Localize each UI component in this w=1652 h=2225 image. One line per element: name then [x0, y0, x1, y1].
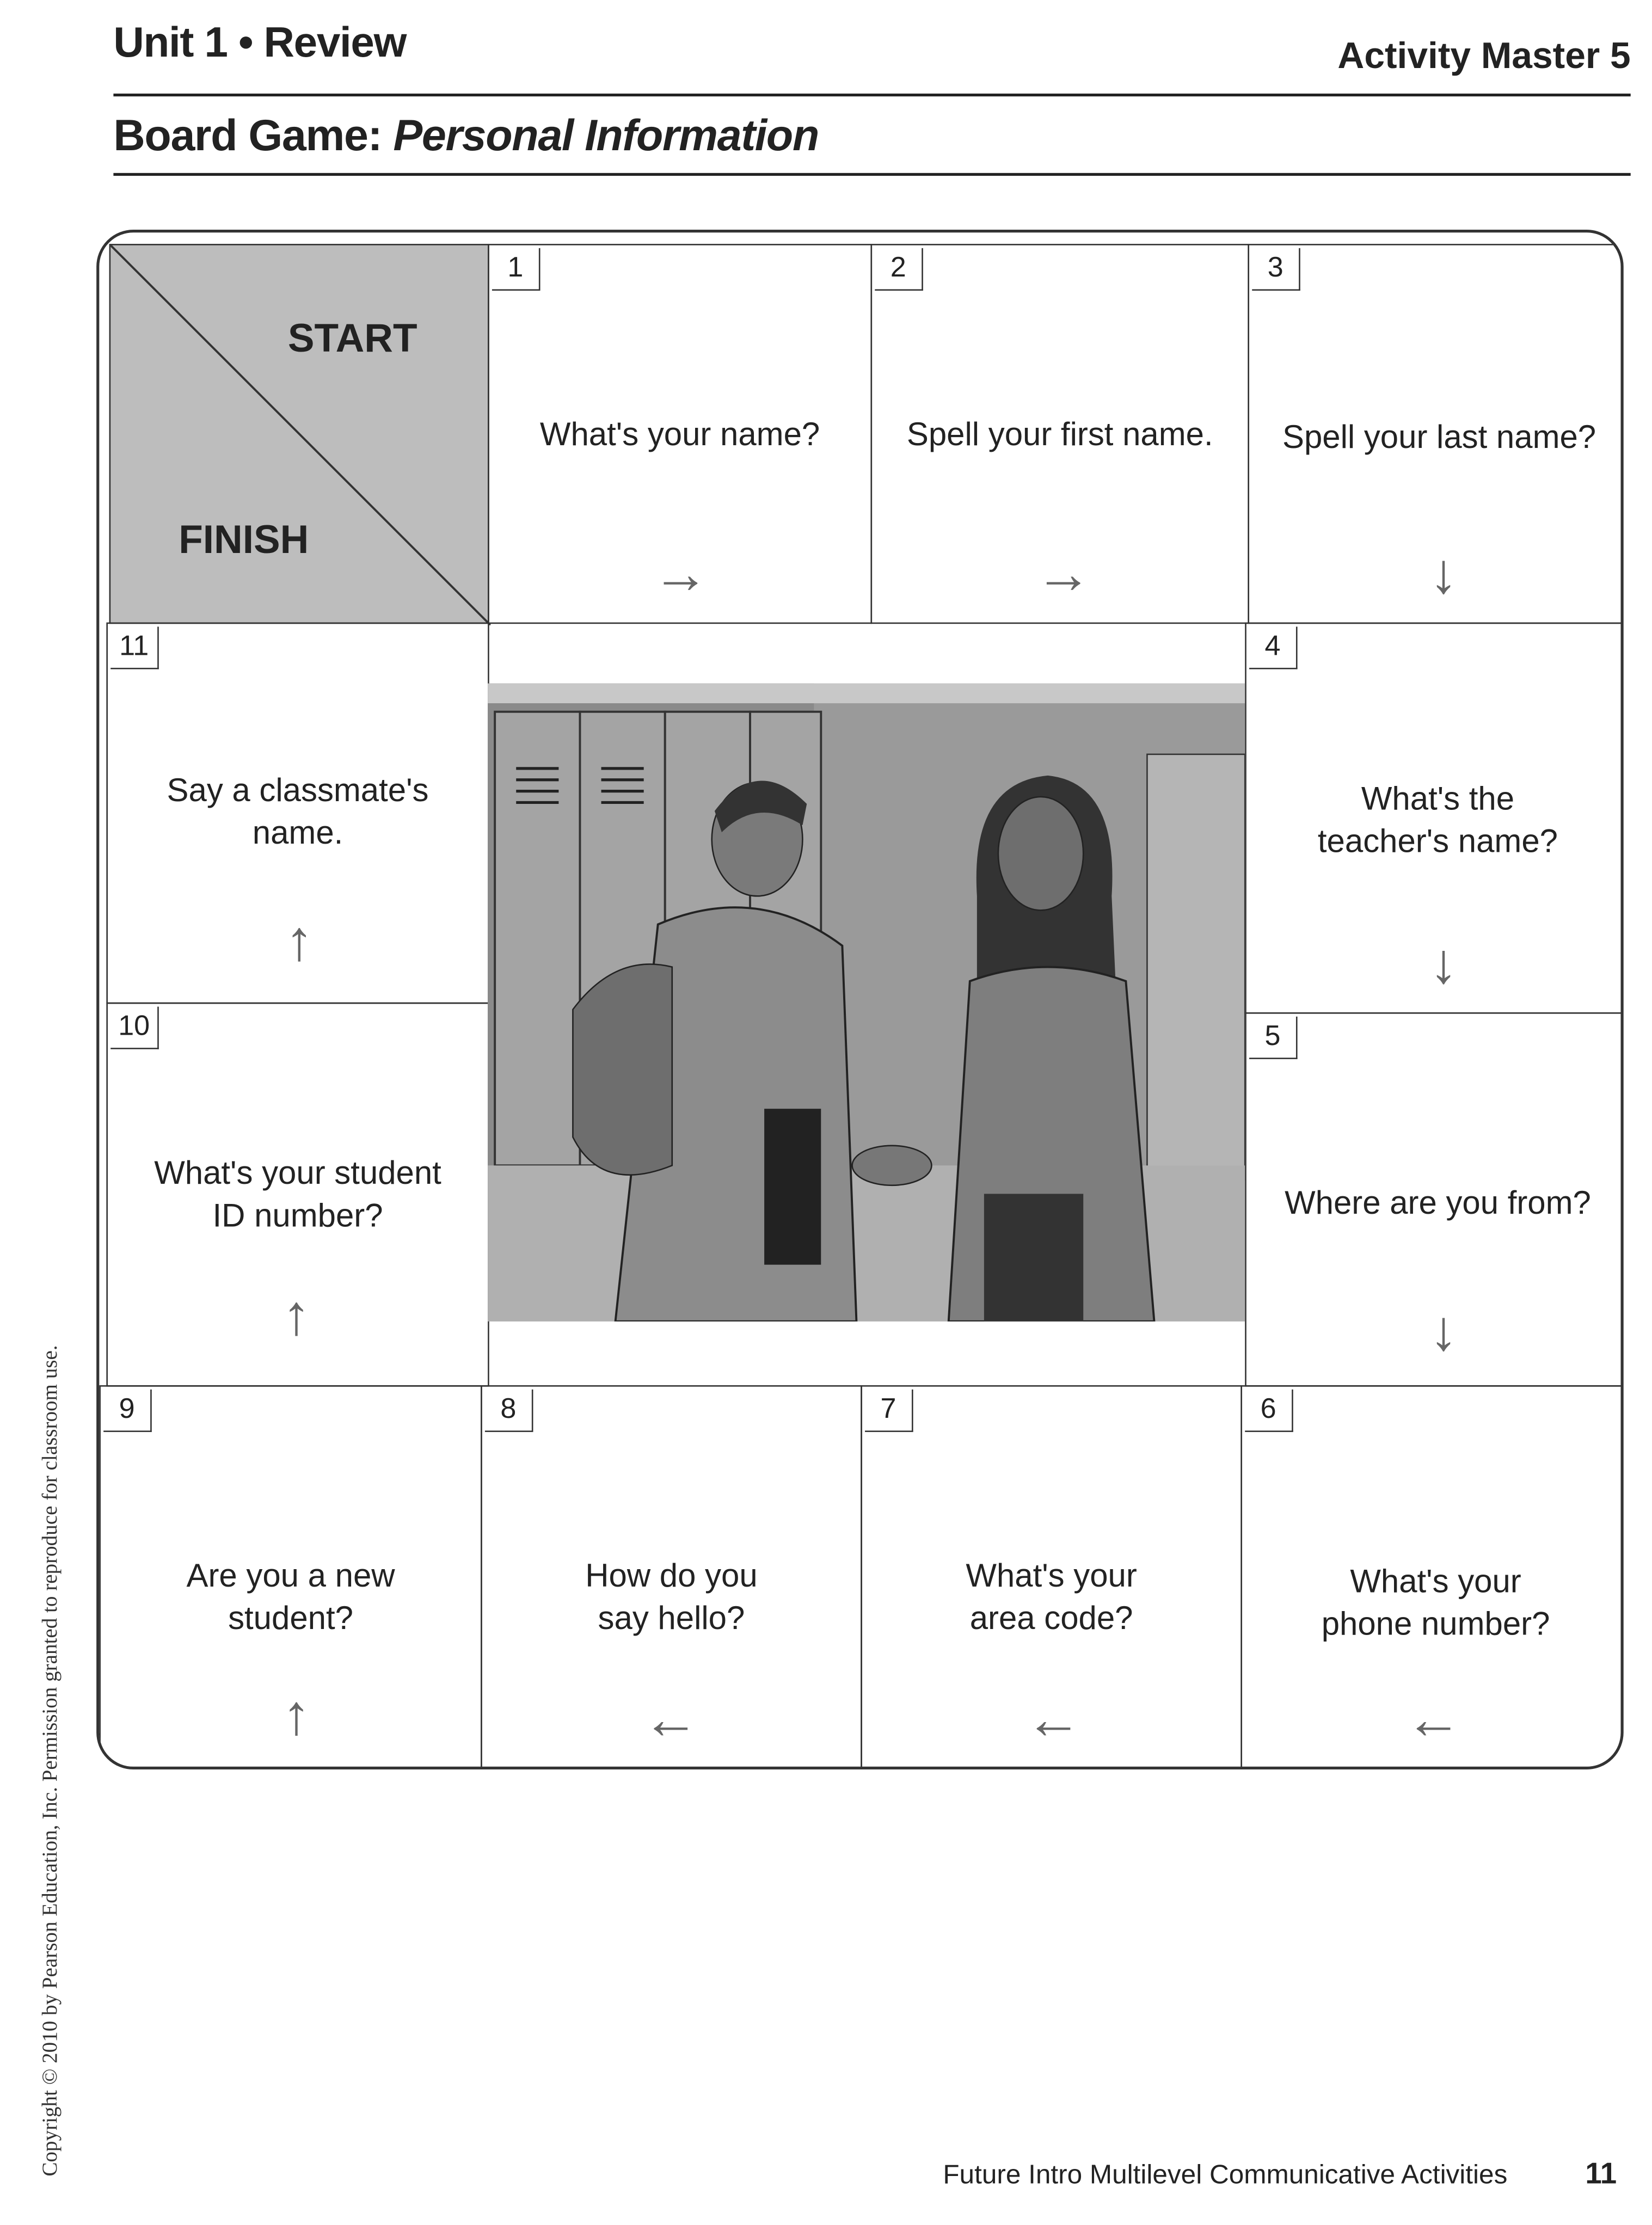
arrow-left-icon: ←: [1025, 1688, 1082, 1751]
space-number: 8: [485, 1390, 533, 1432]
board-space-8[interactable]: [481, 1385, 862, 1768]
page-title: [113, 110, 819, 162]
space-question: What's your student ID number?: [154, 1154, 441, 1234]
page-number: 11: [1585, 2158, 1617, 2191]
space-number: 3: [1252, 248, 1300, 291]
arrow-left-icon: ←: [642, 1688, 699, 1751]
space-question: How do you say hello?: [585, 1557, 758, 1637]
space-question: Say a classmate's name.: [167, 771, 429, 851]
students-greeting-illustration: [488, 684, 1245, 1322]
title-rule: [113, 173, 1630, 176]
arrow-down-icon: ↓: [1429, 1300, 1458, 1363]
arrow-right-icon: →: [1035, 543, 1092, 606]
board-space-3[interactable]: [1248, 244, 1623, 624]
space-number: 2: [875, 248, 923, 291]
arrow-up-icon: ↑: [285, 910, 314, 973]
space-number: 7: [865, 1390, 913, 1432]
space-number: 11: [110, 626, 159, 669]
board-space-9[interactable]: [99, 1385, 482, 1768]
title-prefix: Board Game:: [113, 110, 382, 161]
finish-label: FINISH: [179, 517, 309, 562]
arrow-up-icon: ↑: [282, 1684, 311, 1747]
space-question: Spell your last name?: [1282, 418, 1596, 456]
arrow-down-icon: ↓: [1429, 543, 1458, 606]
board-space-10[interactable]: [106, 1003, 489, 1387]
space-number: 6: [1245, 1390, 1293, 1432]
space-question: Spell your first name.: [906, 415, 1213, 452]
board-space-5[interactable]: [1245, 1012, 1624, 1387]
board-space-11[interactable]: [106, 623, 489, 1004]
arrow-down-icon: ↓: [1429, 933, 1458, 995]
board-space-4[interactable]: [1245, 623, 1624, 1014]
start-label: START: [287, 316, 417, 360]
arrow-right-icon: →: [652, 543, 709, 606]
diagonal-divider: [110, 245, 490, 625]
footer-book-title: Future Intro Multilevel Communicative Activities: [943, 2161, 1508, 2191]
arrow-up-icon: ↑: [282, 1284, 311, 1347]
arrow-left-icon: ←: [1405, 1688, 1462, 1751]
space-number: 1: [492, 248, 541, 291]
space-question: Are you a new student?: [186, 1557, 395, 1637]
space-question: What's the teacher's name?: [1317, 779, 1558, 859]
copyright-notice: Copyright © 2010 by Pearson Education, Inc. Permission granted to reproduce for classroom use.: [39, 1345, 63, 2177]
space-number: 10: [110, 1007, 159, 1049]
space-question: What's your area code?: [966, 1557, 1137, 1637]
space-question: What's your name?: [539, 415, 820, 452]
space-question: Where are you from?: [1285, 1184, 1591, 1221]
space-number: 9: [103, 1390, 152, 1432]
unit-heading: Unit 1 • Review: [113, 20, 407, 67]
space-question: What's your phone number?: [1321, 1562, 1550, 1642]
board-space-2[interactable]: [870, 244, 1249, 624]
board-space-6[interactable]: [1240, 1385, 1623, 1768]
game-board: [96, 230, 1624, 1769]
board-space-7[interactable]: [861, 1385, 1242, 1768]
title-topic: Personal Information: [393, 110, 819, 161]
header-rule: [113, 94, 1630, 96]
space-number: 5: [1249, 1017, 1298, 1059]
activity-master-label: Activity Master 5: [1337, 34, 1631, 77]
board-space-1[interactable]: [488, 244, 872, 624]
space-number: 4: [1249, 626, 1298, 669]
start-finish-cell[interactable]: [109, 244, 489, 624]
